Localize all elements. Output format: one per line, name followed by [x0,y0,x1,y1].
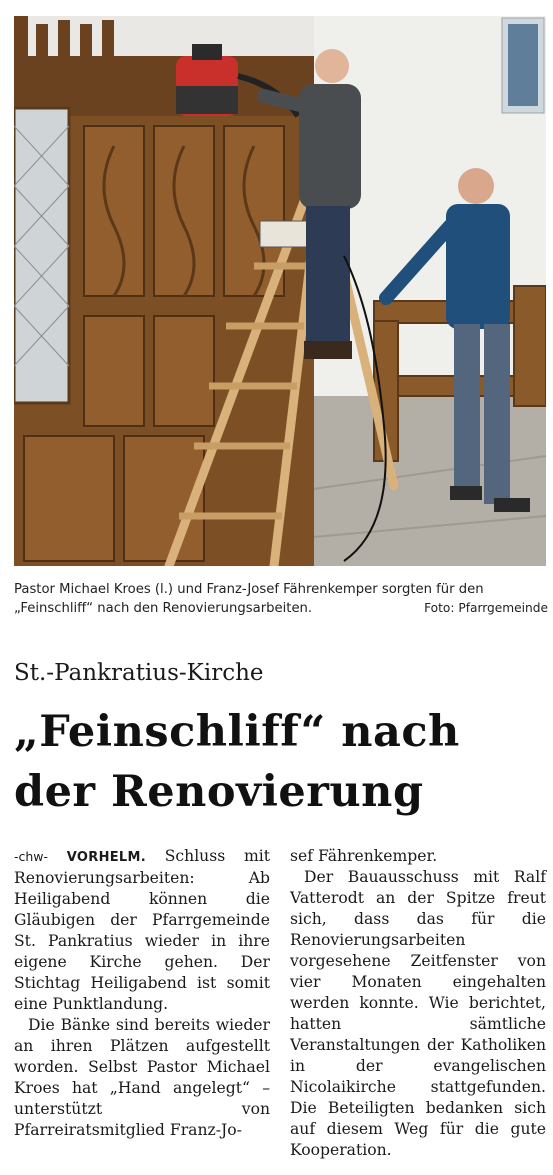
article-headline: „Feinschliff“ nach der Renovierung [14,707,460,817]
photo-caption [14,580,548,618]
paragraph-text: Schluss mit Renovierungsarbeiten: Ab Heiligabend können die Gläubigen der Pfarrgemeinde St. Pankratius wieder in ihre eigene Kirche gehen. Der Stichtag Heiligabend ist somit eine Punktlandung. [14,847,270,1013]
place-name: VORHELM. [66,850,146,865]
article-kicker: St.-Pankratius-Kirche [14,660,264,686]
paragraph: Die Bänke sind bereits wieder an ihren Plätzen aufgestellt worden. Selbst Pastor Michael Kroes hat „Hand angelegt“ – unterstützt von Pfarreiratsmitglied Franz-Jo- [14,1016,270,1139]
caption-text: Pastor Michael Kroes (l.) und Franz-Josef Fährenkemper sorgten für den „Feinschliff“ nach den Renovierungsarbeiten. [14,582,484,616]
paragraph: Der Bauausschuss mit Ralf Vatterodt an der Spitze freut sich, dass das für die Renovierungsarbeiten vorgesehene Zeitfenster von vier Monaten eingehalten werden konnte. Wie berichtet, hatten sämtliche Veranstaltungen der Katholiken in der evangelischen Nicolaikirche stattgefunden. Die Beteiligten bedanken sich auf diesem Weg für die gute Kooperation. [290,868,546,1159]
article-column-left [14,846,270,1141]
article-photo [14,16,546,566]
dateline: -chw- [14,849,49,864]
article-column-right [290,846,546,1161]
paragraph: sef Fährenkemper. [290,847,438,865]
paragraph [14,846,270,1015]
photo-credit: Foto: Pfarrgemeinde [424,601,548,615]
